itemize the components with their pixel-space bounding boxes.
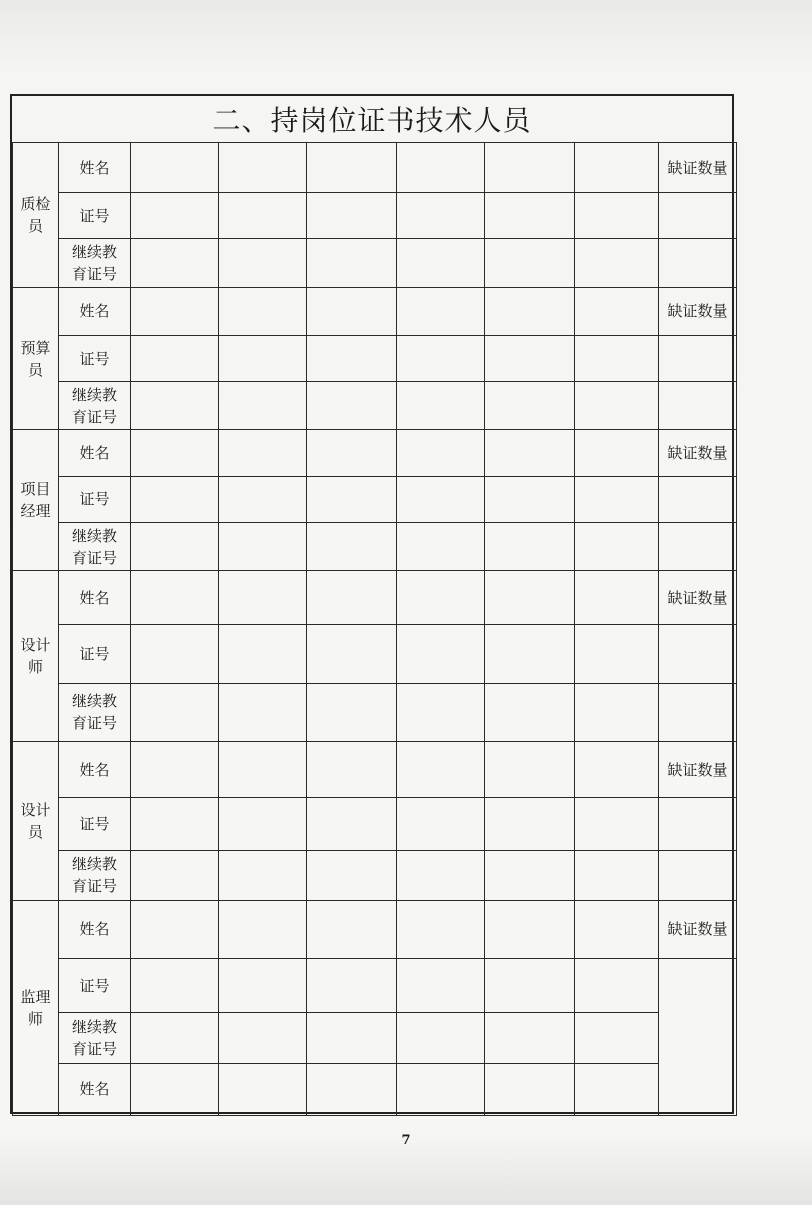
entry-cell[interactable]: [219, 522, 307, 570]
entry-cell[interactable]: [575, 959, 659, 1013]
field-label: 姓名: [59, 571, 131, 625]
certificate-form: [10, 94, 734, 1114]
entry-cell[interactable]: [131, 335, 219, 381]
table-row: [13, 798, 737, 850]
entry-cell[interactable]: [575, 798, 659, 850]
entry-cell[interactable]: [307, 571, 397, 625]
entry-cell[interactable]: [485, 239, 575, 287]
entry-cell[interactable]: [485, 798, 575, 850]
entry-cell[interactable]: [131, 850, 219, 900]
group-label-line: 质检: [20, 194, 51, 213]
missing-count-cell: [659, 335, 737, 381]
table-row: [13, 900, 737, 958]
entry-cell[interactable]: [397, 522, 485, 570]
group-label: [13, 287, 59, 430]
missing-count-label: 缺证数量: [659, 900, 737, 958]
entry-cell[interactable]: [397, 287, 485, 335]
entry-cell[interactable]: [575, 1013, 659, 1063]
group-label-line: 员: [27, 216, 43, 235]
field-label: [59, 850, 131, 900]
field-label-line: 育证号: [71, 265, 117, 284]
entry-cell[interactable]: [397, 798, 485, 850]
entry-cell[interactable]: [575, 143, 659, 193]
entry-cell[interactable]: [307, 683, 397, 741]
entry-cell[interactable]: [219, 287, 307, 335]
entry-cell[interactable]: [307, 741, 397, 797]
entry-cell[interactable]: [131, 476, 219, 522]
field-label: [59, 522, 131, 570]
entry-cell[interactable]: [575, 476, 659, 522]
table-row: [13, 143, 737, 193]
entry-cell[interactable]: [575, 1063, 659, 1115]
entry-cell[interactable]: [575, 430, 659, 476]
field-label-line: 育证号: [71, 877, 117, 896]
entry-cell[interactable]: [397, 476, 485, 522]
entry-cell[interactable]: [575, 741, 659, 797]
missing-count-cell: [659, 959, 737, 1116]
entry-cell[interactable]: [131, 143, 219, 193]
entry-cell[interactable]: [131, 959, 219, 1013]
missing-count-cell: [659, 522, 737, 570]
table-row: [13, 287, 737, 335]
entry-cell[interactable]: [485, 287, 575, 335]
entry-cell[interactable]: [485, 193, 575, 239]
field-label-line: 继续教: [71, 855, 117, 874]
field-label: 证号: [59, 959, 131, 1013]
entry-cell[interactable]: [131, 522, 219, 570]
field-label: [59, 239, 131, 287]
missing-count-label: 缺证数量: [659, 287, 737, 335]
entry-cell[interactable]: [397, 193, 485, 239]
entry-cell[interactable]: [219, 683, 307, 741]
group-label: [13, 430, 59, 571]
field-label: 姓名: [59, 741, 131, 797]
entry-cell[interactable]: [131, 741, 219, 797]
field-label: 证号: [59, 798, 131, 850]
entry-cell[interactable]: [307, 1013, 397, 1063]
entry-cell[interactable]: [131, 382, 219, 430]
field-label: 姓名: [59, 287, 131, 335]
entry-cell[interactable]: [219, 476, 307, 522]
table-row: [13, 1013, 737, 1063]
entry-cell[interactable]: [219, 798, 307, 850]
entry-cell[interactable]: [307, 143, 397, 193]
entry-cell[interactable]: [131, 798, 219, 850]
table-row: [13, 239, 737, 287]
entry-cell[interactable]: [307, 430, 397, 476]
entry-cell[interactable]: [397, 335, 485, 381]
group-label-line: 员: [27, 822, 43, 841]
entry-cell[interactable]: [397, 1063, 485, 1115]
entry-cell[interactable]: [219, 625, 307, 683]
field-label: 证号: [59, 335, 131, 381]
entry-cell[interactable]: [485, 625, 575, 683]
entry-cell[interactable]: [397, 900, 485, 958]
missing-count-cell: [659, 382, 737, 430]
table-row: [13, 335, 737, 381]
entry-cell[interactable]: [485, 335, 575, 381]
entry-cell[interactable]: [219, 741, 307, 797]
entry-cell[interactable]: [307, 900, 397, 958]
entry-cell[interactable]: [485, 1063, 575, 1115]
missing-count-cell: [659, 193, 737, 239]
field-label: 证号: [59, 193, 131, 239]
field-label: [59, 382, 131, 430]
entry-cell[interactable]: [219, 335, 307, 381]
field-label-line: 继续教: [71, 526, 117, 545]
entry-cell[interactable]: [307, 850, 397, 900]
group-label-line: 设计: [20, 800, 51, 819]
entry-cell[interactable]: [575, 193, 659, 239]
field-label: 证号: [59, 476, 131, 522]
field-label-line: 育证号: [71, 548, 117, 567]
missing-count-label: 缺证数量: [659, 430, 737, 476]
entry-cell[interactable]: [485, 959, 575, 1013]
group-label: [13, 741, 59, 900]
entry-cell[interactable]: [397, 382, 485, 430]
field-label: [59, 1013, 131, 1063]
table-row: [13, 625, 737, 683]
field-label-line: 继续教: [71, 385, 117, 404]
entry-cell[interactable]: [575, 239, 659, 287]
missing-count-cell: [659, 476, 737, 522]
group-label: [13, 143, 59, 288]
table-row: [13, 476, 737, 522]
table-row: [13, 683, 737, 741]
entry-cell[interactable]: [307, 382, 397, 430]
group-label-line: 员: [27, 360, 43, 379]
field-label: 姓名: [59, 1063, 131, 1115]
entry-cell[interactable]: [485, 382, 575, 430]
entry-cell[interactable]: [575, 850, 659, 900]
entry-cell[interactable]: [485, 522, 575, 570]
entry-cell[interactable]: [485, 850, 575, 900]
entry-cell[interactable]: [131, 239, 219, 287]
group-label-line: 师: [27, 1009, 43, 1028]
entry-cell[interactable]: [219, 193, 307, 239]
field-label: 证号: [59, 625, 131, 683]
field-label-line: 继续教: [71, 243, 117, 262]
entry-cell[interactable]: [397, 571, 485, 625]
field-label: 姓名: [59, 430, 131, 476]
entry-cell[interactable]: [307, 798, 397, 850]
entry-cell[interactable]: [575, 571, 659, 625]
field-label-line: 育证号: [71, 714, 117, 733]
entry-cell[interactable]: [219, 1063, 307, 1115]
entry-cell[interactable]: [485, 571, 575, 625]
entry-cell[interactable]: [219, 900, 307, 958]
entry-cell[interactable]: [307, 239, 397, 287]
entry-cell[interactable]: [485, 683, 575, 741]
field-label: [59, 683, 131, 741]
table-row: [13, 959, 737, 1013]
table-row: [13, 741, 737, 797]
entry-cell[interactable]: [219, 239, 307, 287]
field-label-line: 继续教: [71, 692, 117, 711]
group-label-line: 设计: [20, 636, 51, 655]
missing-count-cell: [659, 239, 737, 287]
missing-count-cell: [659, 683, 737, 741]
entry-cell[interactable]: [575, 382, 659, 430]
entry-cell[interactable]: [219, 850, 307, 900]
entry-cell[interactable]: [397, 683, 485, 741]
entry-cell[interactable]: [131, 900, 219, 958]
personnel-table: [12, 142, 737, 1116]
table-row: [13, 522, 737, 570]
field-label: 姓名: [59, 900, 131, 958]
entry-cell[interactable]: [131, 571, 219, 625]
entry-cell[interactable]: [219, 143, 307, 193]
entry-cell[interactable]: [397, 959, 485, 1013]
table-row: [13, 571, 737, 625]
entry-cell[interactable]: [307, 287, 397, 335]
entry-cell[interactable]: [307, 959, 397, 1013]
entry-cell[interactable]: [307, 522, 397, 570]
entry-cell[interactable]: [575, 335, 659, 381]
entry-cell[interactable]: [131, 625, 219, 683]
table-row: [13, 850, 737, 900]
group-label-line: 预算: [20, 338, 51, 357]
entry-cell[interactable]: [219, 1013, 307, 1063]
entry-cell[interactable]: [397, 741, 485, 797]
entry-cell[interactable]: [307, 625, 397, 683]
group-label-line: 师: [27, 658, 43, 677]
missing-count-label: 缺证数量: [659, 143, 737, 193]
entry-cell[interactable]: [485, 430, 575, 476]
missing-count-label: 缺证数量: [659, 571, 737, 625]
entry-cell[interactable]: [485, 900, 575, 958]
field-label-line: 育证号: [71, 407, 117, 426]
entry-cell[interactable]: [485, 143, 575, 193]
missing-count-cell: [659, 625, 737, 683]
entry-cell[interactable]: [131, 287, 219, 335]
entry-cell[interactable]: [307, 193, 397, 239]
group-label: [13, 900, 59, 1115]
entry-cell[interactable]: [307, 476, 397, 522]
entry-cell[interactable]: [575, 683, 659, 741]
missing-count-cell: [659, 798, 737, 850]
entry-cell[interactable]: [397, 850, 485, 900]
field-label: 姓名: [59, 143, 131, 193]
entry-cell[interactable]: [485, 476, 575, 522]
entry-cell[interactable]: [397, 625, 485, 683]
entry-cell[interactable]: [397, 430, 485, 476]
missing-count-label: 缺证数量: [659, 741, 737, 797]
missing-count-cell: [659, 850, 737, 900]
entry-cell[interactable]: [485, 741, 575, 797]
entry-cell[interactable]: [131, 430, 219, 476]
entry-cell[interactable]: [397, 143, 485, 193]
entry-cell[interactable]: [131, 683, 219, 741]
entry-cell[interactable]: [307, 335, 397, 381]
group-label-line: 项目: [20, 480, 51, 499]
table-row: [13, 193, 737, 239]
entry-cell[interactable]: [485, 1013, 575, 1063]
group-label: [13, 571, 59, 742]
page-number: 7: [401, 1133, 411, 1148]
entry-cell[interactable]: [575, 625, 659, 683]
entry-cell[interactable]: [397, 1013, 485, 1063]
entry-cell[interactable]: [219, 430, 307, 476]
field-label-line: 继续教: [71, 1017, 117, 1036]
table-row: [13, 382, 737, 430]
table-row: [13, 430, 737, 476]
entry-cell[interactable]: [397, 239, 485, 287]
entry-cell[interactable]: [575, 900, 659, 958]
form-title: 二、持岗位证书技术人员: [12, 96, 732, 143]
entry-cell[interactable]: [575, 287, 659, 335]
group-label-line: 经理: [20, 502, 51, 521]
entry-cell[interactable]: [219, 571, 307, 625]
entry-cell[interactable]: [131, 1063, 219, 1115]
entry-cell[interactable]: [131, 193, 219, 239]
entry-cell[interactable]: [307, 1063, 397, 1115]
group-label-line: 监理: [20, 987, 51, 1006]
entry-cell[interactable]: [575, 522, 659, 570]
entry-cell[interactable]: [131, 1013, 219, 1063]
entry-cell[interactable]: [219, 382, 307, 430]
field-label-line: 育证号: [71, 1039, 117, 1058]
entry-cell[interactable]: [219, 959, 307, 1013]
table-row: [13, 1063, 737, 1115]
